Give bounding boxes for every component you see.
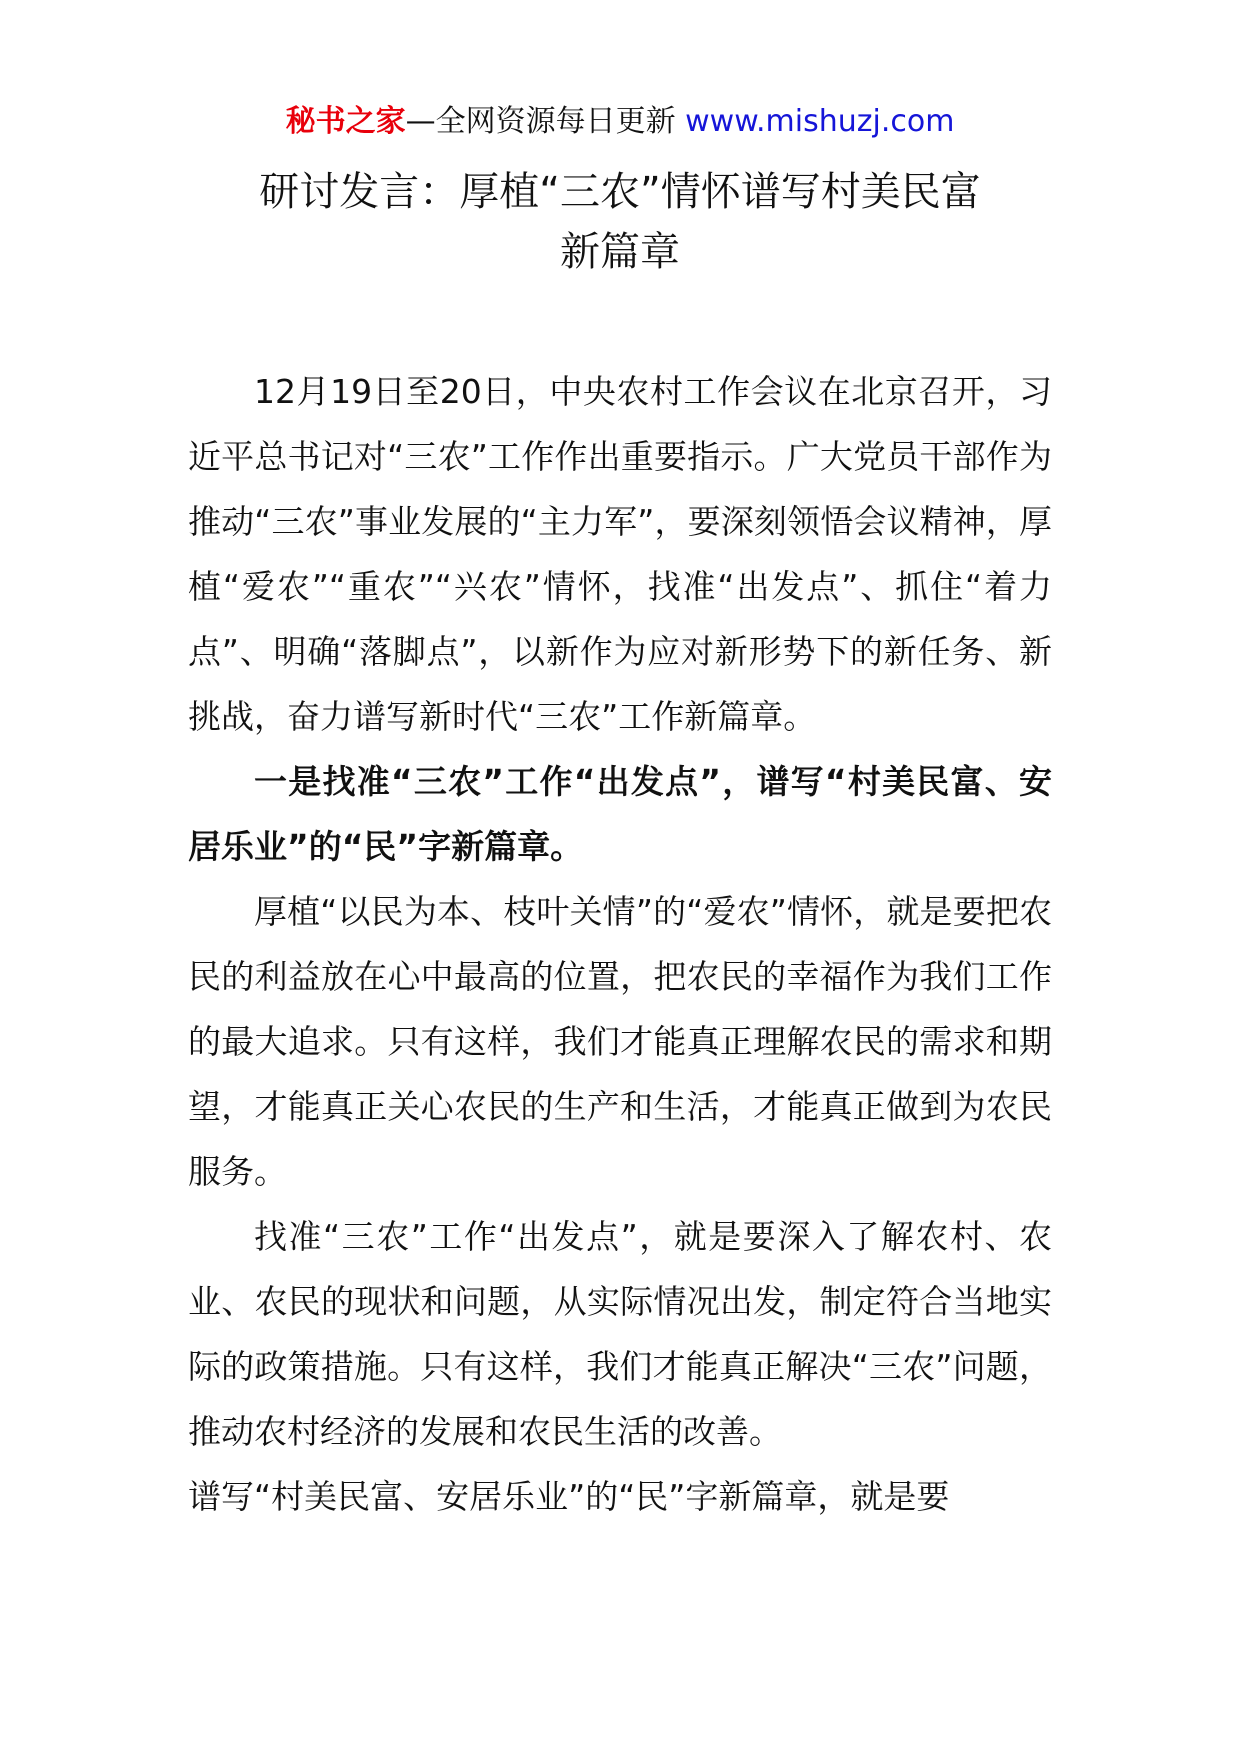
body-paragraph-chufadian: 找准“三农”工作“出发点”，就是要深入了解农村、农业、农民的现状和问题，从实际情况出发，制定符合当地实际的政策措施。只有这样，我们才能真正解决“三农”问题，推动农村经济的发展和农民生活的改善。 [188,1217,1052,1451]
site-header [0,100,1240,144]
body-paragraph-minzi: 谱写“村美民富、安居乐业”的“民”字新篇章，就是要 [188,1477,950,1516]
title-line-2: 新篇章 [560,229,680,275]
brand-name: 秘书之家 [285,104,406,139]
body-paragraph-intro: 12月19日至20日，中央农村工作会议在北京召开，习近平总书记对“三农”工作作出重要指示。广大党员干部作为推动“三农”事业发展的“主力军”，要深刻领悟会议精神，厚植“爱农”“重农”“兴农”情怀，找准“出发点”、抓住“着力点”、明确“落脚点”，以新作为应对新形势下的新任务、新挑战，奋力谱写新时代“三农”工作新篇章。 [188,372,1052,736]
document-body [188,359,1052,1529]
section-heading-1: 一是找准“三农”工作“出发点”，谱写“村美民富、安居乐业”的“民”字新篇章。 [188,762,1052,866]
site-url-link[interactable]: www.mishuzj.com [685,104,955,139]
title-line-1: 研讨发言：厚植“三农”情怀谱写村美民富 [259,169,981,215]
body-paragraph-ainong: 厚植“以民为本、枝叶关情”的“爱农”情怀，就是要把农民的利益放在心中最高的位置，把农民的幸福作为我们工作的最大追求。只有这样，我们才能真正理解农民的需求和期望，才能真正关心农民的生产和生活，才能真正做到为农民服务。 [188,892,1052,1191]
brand-slogan: —全网资源每日更新 [405,104,676,139]
document-title [0,162,1240,282]
